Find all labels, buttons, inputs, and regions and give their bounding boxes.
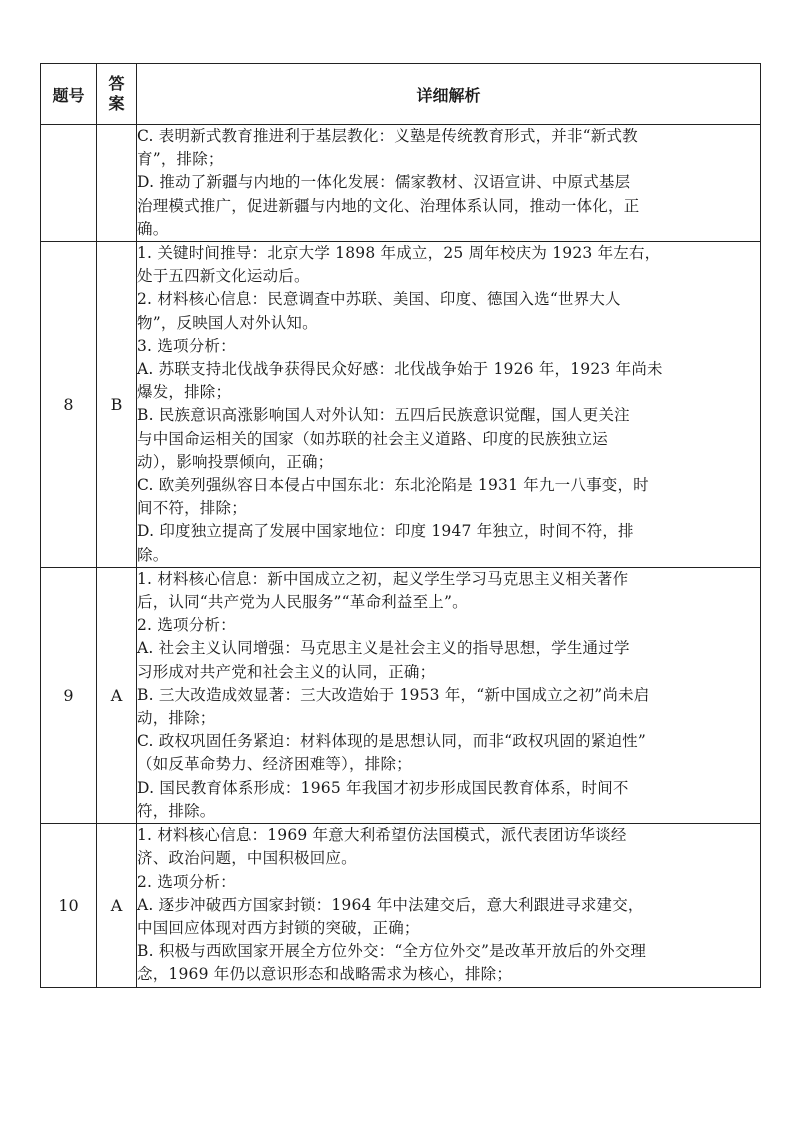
- answer-letter: [97, 125, 137, 242]
- answer-analysis-table: [40, 63, 761, 988]
- analysis-line: （如反革命势力、经济困难等），排除；: [137, 755, 412, 774]
- question-number: 9: [41, 567, 97, 823]
- header-answer: [97, 64, 137, 125]
- analysis-line: 治理模式推广，促进新疆与内地的文化、治理体系认同，推动一体化，正: [137, 196, 640, 215]
- analysis-line: 念，1969 年仍以意识形态和战略需求为核心，排除；: [137, 965, 513, 984]
- analysis-line: 2. 选项分析：: [137, 872, 236, 891]
- analysis-line: 3. 选项分析：: [137, 336, 236, 355]
- table-row: [41, 125, 761, 242]
- analysis-line: 1. 材料核心信息：1969 年意大利希望仿法国模式，派代表团访华谈经: [137, 826, 627, 845]
- table-row: [41, 824, 761, 987]
- analysis-detail: [137, 567, 761, 823]
- analysis-line: 济、政治问题，中国积极回应。: [137, 849, 357, 868]
- analysis-line: 1. 材料核心信息：新中国成立之初，起义学生学习马克思主义相关著作: [137, 569, 629, 588]
- analysis-line: A. 苏联支持北伐战争获得民众好感：北伐战争始于 1926 年，1923 年尚未: [137, 360, 663, 379]
- analysis-detail: [137, 824, 761, 987]
- analysis-line: A. 逐步冲破西方国家封锁：1964 年中法建交后，意大利跟进寻求建交，: [137, 895, 644, 914]
- analysis-line: A. 社会主义认同增强：马克思主义是社会主义的指导思想，学生通过学: [137, 639, 630, 658]
- analysis-line: 1. 关键时间推导：北京大学 1898 年成立，25 周年校庆为 1923 年左右，: [137, 244, 661, 263]
- table-row: [41, 567, 761, 823]
- analysis-line: 除。: [137, 545, 169, 564]
- analysis-line: C. 政权巩固任务紧迫：材料体现的是思想认同，而非“政权巩固的紧迫性”: [137, 732, 647, 751]
- question-number: 8: [41, 242, 97, 568]
- analysis-line: D. 印度独立提高了发展中国家地位：印度 1947 年独立，时间不符，排: [137, 522, 634, 541]
- analysis-detail: [137, 125, 761, 242]
- analysis-line: D. 国民教育体系形成：1965 年我国才初步形成国民教育体系，时间不: [137, 778, 629, 797]
- analysis-line: 与中国命运相关的国家（如苏联的社会主义道路、印度的民族独立运: [137, 429, 609, 448]
- analysis-line: 动），影响投票倾向，正确；: [137, 452, 334, 471]
- analysis-line: B. 民族意识高涨影响国人对外认知：五四后民族意识觉醒，国人更关注: [137, 406, 630, 425]
- analysis-line: B. 积极与西欧国家开展全方位外交：“全方位外交”是改革开放后的外交理: [137, 942, 647, 961]
- table-row: [41, 242, 761, 568]
- question-number: 10: [41, 824, 97, 987]
- answer-letter: B: [97, 242, 137, 568]
- analysis-line: 物”，反映国人对外认知。: [137, 313, 318, 332]
- analysis-line: C. 表明新式教育推进利于基层教化：义塾是传统教育形式，并非“新式教: [137, 127, 638, 145]
- analysis-line: 处于五四新文化运动后。: [137, 267, 310, 286]
- analysis-line: 后，认同“共产党为人民服务”“革命利益至上”。: [137, 593, 468, 612]
- answer-letter: A: [97, 824, 137, 987]
- analysis-line: 间不符，排除；: [137, 499, 247, 518]
- analysis-detail: [137, 242, 761, 568]
- header-answer-line1: 答: [108, 74, 125, 93]
- analysis-line: 动，排除；: [137, 709, 216, 728]
- analysis-line: 符，排除。: [137, 801, 216, 820]
- analysis-line: 2. 材料核心信息：民意调查中苏联、美国、印度、德国入选“世界大人: [137, 290, 621, 309]
- analysis-line: 育”，排除；: [137, 150, 224, 169]
- analysis-line: B. 三大改造成效显著：三大改造始于 1953 年，“新中国成立之初”尚未启: [137, 685, 650, 704]
- analysis-line: C. 欧美列强纵容日本侵占中国东北：东北沦陷是 1931 年九一八事变，时: [137, 476, 649, 495]
- table-body: [41, 125, 761, 988]
- analysis-line: D. 推动了新疆与内地的一体化发展：儒家教材、汉语宣讲、中原式基层: [137, 173, 631, 192]
- analysis-line: 爆发，排除；: [137, 383, 232, 402]
- answer-letter: A: [97, 567, 137, 823]
- analysis-line: 习形成对共产党和社会主义的认同，正确；: [137, 662, 436, 681]
- analysis-line: 2. 选项分析：: [137, 616, 236, 635]
- header-detail: 详细解析: [137, 64, 761, 125]
- header-question-number: 题号: [41, 64, 97, 125]
- analysis-line: 中国回应体现对西方封锁的突破，正确；: [137, 918, 420, 937]
- header-answer-line2: 案: [108, 94, 125, 113]
- analysis-line: 确。: [137, 219, 169, 238]
- question-number: [41, 125, 97, 242]
- table-header-row: [41, 64, 761, 125]
